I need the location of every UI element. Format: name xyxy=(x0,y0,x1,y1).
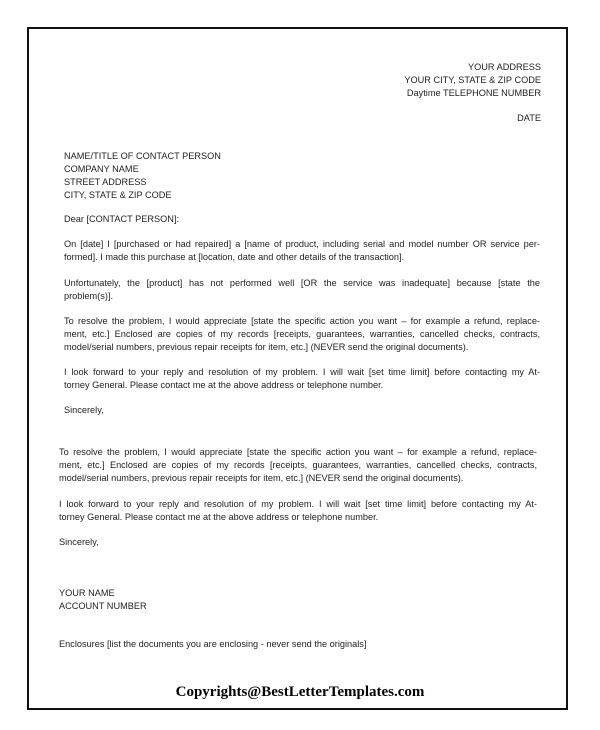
salutation: Dear [CONTACT PERSON]: xyxy=(64,214,180,224)
paragraph-line: torney General. Please contact me at the above address or telephone number. xyxy=(64,380,384,390)
paragraph-line: problem(s)]. xyxy=(64,291,114,301)
paragraph-problem xyxy=(64,277,540,303)
paragraph-line: To resolve the problem, I would appreciate [state the specific action you want – for example a refund, replace- xyxy=(64,316,540,326)
paragraph-line: model/serial numbers, previous repair receipts for item, etc.] (NEVER send the original documents). xyxy=(59,473,464,483)
signature-account: ACCOUNT NUMBER xyxy=(59,601,147,611)
closing-sincerely-repeat: Sincerely, xyxy=(59,537,99,547)
paragraph-line: I look forward to your reply and resolution of my problem. I will wait [set time limit] before contacting my At- xyxy=(64,367,540,377)
paragraph-line: ment, etc.] Enclosed are copies of my records [receipts, guarantees, warranties, cancelled checks, contracts, xyxy=(59,460,537,470)
paragraph-followup xyxy=(64,366,540,392)
recipient-company: COMPANY NAME xyxy=(64,164,139,174)
paragraph-line: torney General. Please contact me at the above address or telephone number. xyxy=(59,512,379,522)
paragraph-line: model/serial numbers, previous repair receipts for item, etc.] (NEVER send the original documents). xyxy=(64,342,469,352)
recipient-street: STREET ADDRESS xyxy=(64,177,147,187)
sender-city-state-zip: YOUR CITY, STATE & ZIP CODE xyxy=(404,75,541,85)
sender-address: YOUR ADDRESS xyxy=(467,62,541,72)
paragraph-line: formed]. I made this purchase at [location, date and other details of the transaction]. xyxy=(64,252,405,262)
signature-name: YOUR NAME xyxy=(59,588,115,598)
paragraph-line: Unfortunately, the [product] has not performed well [OR the service was inadequate] because [state the xyxy=(64,278,540,288)
paragraph-resolution xyxy=(64,315,540,354)
paragraph-line: I look forward to your reply and resolution of my problem. I will wait [set time limit] before contacting my At- xyxy=(59,499,537,509)
enclosures-line: Enclosures [list the documents you are enclosing - never send the originals] xyxy=(59,639,367,649)
paragraph-line: On [date] I [purchased or had repaired] a [name of product, including serial and model number OR service per- xyxy=(64,239,540,249)
paragraph-purchase xyxy=(64,238,540,264)
sender-phone: Daytime TELEPHONE NUMBER xyxy=(406,88,541,98)
paragraph-line: To resolve the problem, I would appreciate [state the specific action you want – for example a refund, replace- xyxy=(59,447,537,457)
paragraph-resolution-repeat xyxy=(59,446,537,485)
closing-sincerely: Sincerely, xyxy=(64,405,104,415)
paragraph-line: ment, etc.] Enclosed are copies of my records [receipts, guarantees, warranties, cancelled checks, contracts, xyxy=(64,329,540,339)
paragraph-followup-repeat xyxy=(59,498,537,524)
recipient-city-state-zip: CITY, STATE & ZIP CODE xyxy=(64,190,172,200)
copyright-footer: Copyrights@BestLetterTemplates.com xyxy=(175,684,425,700)
letter-date: DATE xyxy=(517,113,541,123)
recipient-name-title: NAME/TITLE OF CONTACT PERSON xyxy=(64,151,221,161)
